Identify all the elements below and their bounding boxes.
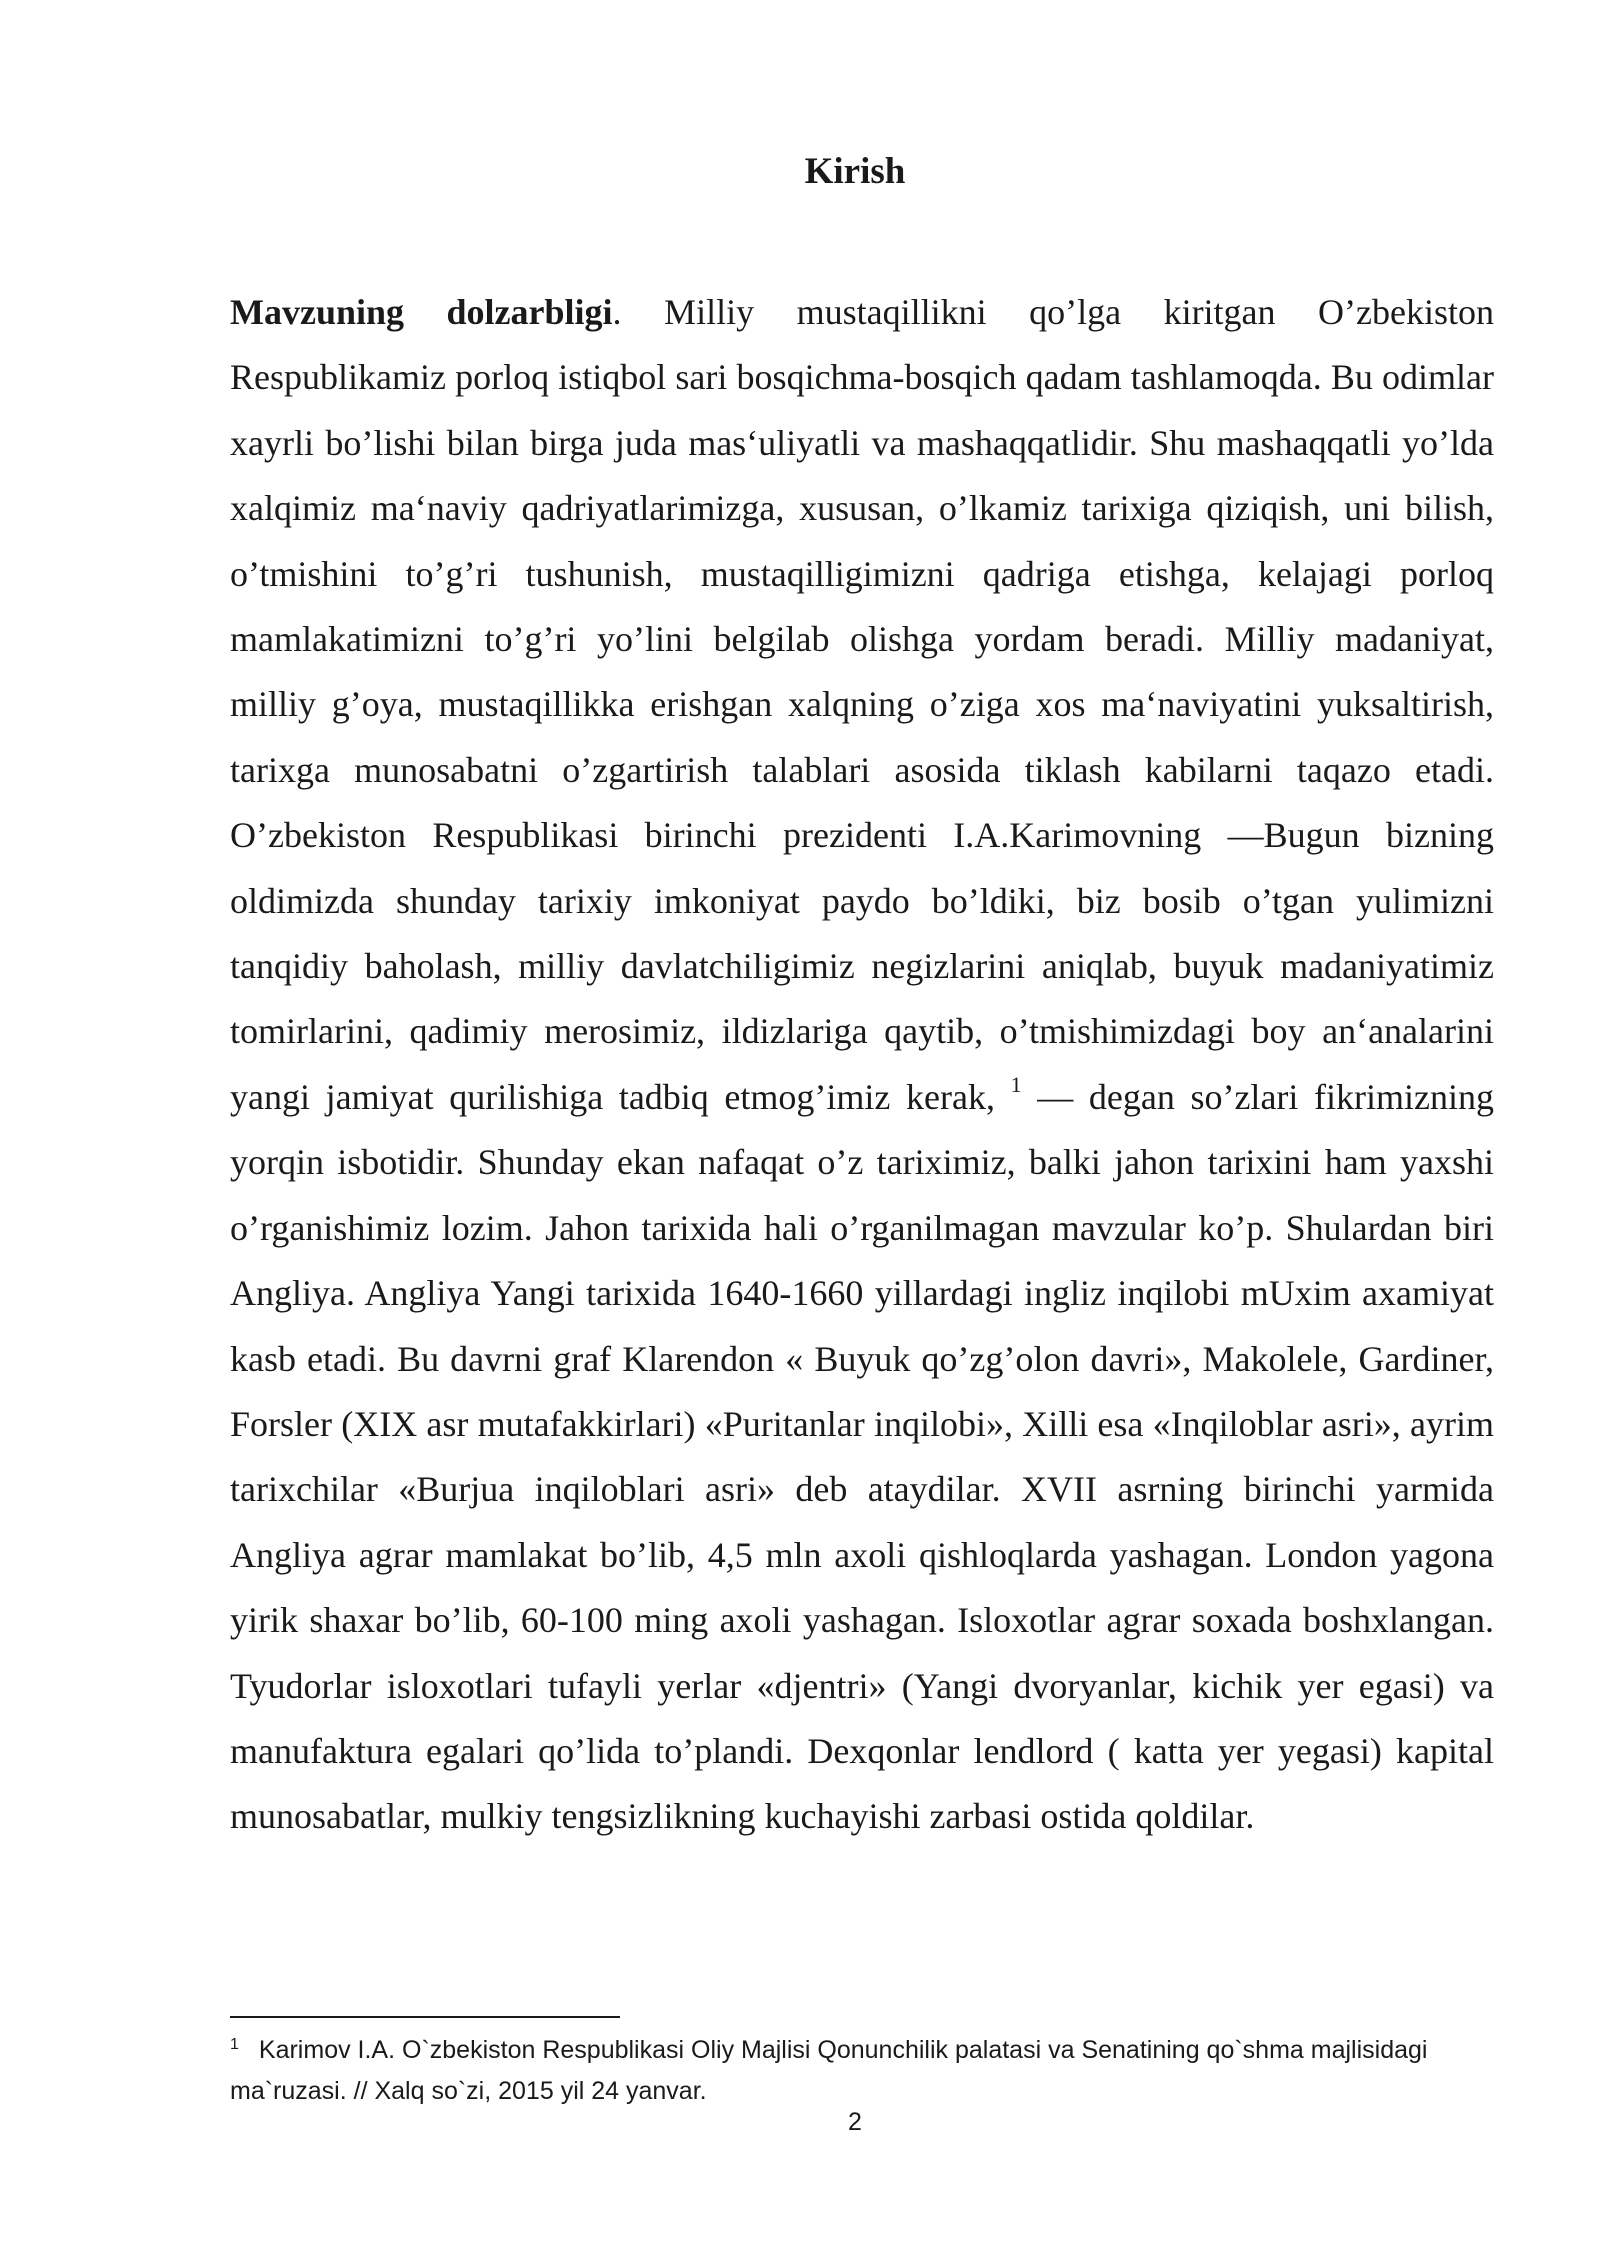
footnote-separator xyxy=(230,2016,620,2018)
paragraph-text-part-2: ― degan so’zlari fikrimizning yorqin isbotidir. Shunday ekan nafaqat o’z tariximiz, balki jahon tarixini ham yaxshi o’rganishimiz lozim. Jahon tarixida hali o’rganilmagan mavzular ko’p. Shulardan biri Angliya. Angliya Yangi tarixida 1640-1660 yillardagi ingliz inqilobi mUxim axamiyat kasb etadi. Bu davrni graf Klarendon « Buyuk qo’zg’olon davri», Makolele, Gardiner, Forsler (XIX asr mutafakkirlari) «Puritanlar inqilobi», Xilli esa «Inqiloblar asri», ayrim tarixchilar «Burjua inqiloblari asri» deb ataydilar. XVII asrning birinchi yarmida Angliya agrar mamlakat bo’lib, 4,5 mln axoli qishloqlarda yashagan. London yagona yirik shaxar bo’lib, 60-100 ming axoli yashagan. Isloxotlar agrar soxada boshxlangan. Tyudorlar isloxotlari tufayli yerlar «djentri» (Yangi dvoryanlar, kichik yer egasi) va manufaktura egalari qo’lida to’plandi. Dexqonlar lendlord ( katta yer yegasi) kapital munosabatlar, mulkiy tengsizlikning kuchayishi zarbasi ostida qoldilar. xyxy=(230,1076,1495,1837)
body-paragraph xyxy=(230,280,1494,1850)
section-lead: Mavzuning dolzarbligi xyxy=(230,292,613,332)
footnote xyxy=(230,2030,1494,2112)
footnote-text: Karimov I.A. O`zbekiston Respublikasi Oliy Majlisi Qonunchilik palatasi va Senatining qo`shma majlisidagi ma`ruzasi. // Xalq so`zi, 2015 yil 24 yanvar. xyxy=(230,2036,1428,2105)
page-number: 2 xyxy=(848,2108,862,2136)
footnote-marker: 1 xyxy=(230,2035,239,2053)
paragraph-text-part-1: . Milliy mustaqillikni qo’lga kiritgan O’zbekiston Respublikamiz porloq istiqbol sari bosqichma-bosqich qadam tashlamoqda. Bu odimlar xayrli bo’lishi bilan birga juda mas‘uliyatli va mashaqqatlidir. Shu mashaqqatli yo’lda xalqimiz ma‘naviy qadriyatlarimizga, xususan, o’lkamiz tarixiga qiziqish, uni bilish, o’tmishini to’g’ri tushunish, mustaqilligimizni qadriga etishga, kelajagi porloq mamlakatimizni to’g’ri yo’lini belgilab olishga yordam beradi. Milliy madaniyat, milliy g’oya, mustaqillikka erishgan xalqning o’ziga xos ma‘naviyatini yuksaltirish, tarixga munosabatni o’zgartirish talablari asosida tiklash kabilarni taqazo etadi. O’zbekiston Respublikasi birinchi prezidenti I.A.Karimovning ―Bugun bizning oldimizda shunday tarixiy imkoniyat paydo bo’ldiki, biz bosib o’tgan yulimizni tanqidiy baholash, milliy davlatchiligimiz negizlarini aniqlab, buyuk madaniyatimiz tomirlarini, qadimiy merosimiz, ildizlariga qaytib, o’tmishimizdagi boy an‘analarini yangi jamiyat qurilishiga tadbiq etmog’imiz kerak, xyxy=(230,292,1495,1117)
page-title: Kirish xyxy=(804,151,906,192)
footnote-reference[interactable]: 1 xyxy=(1010,1071,1022,1097)
